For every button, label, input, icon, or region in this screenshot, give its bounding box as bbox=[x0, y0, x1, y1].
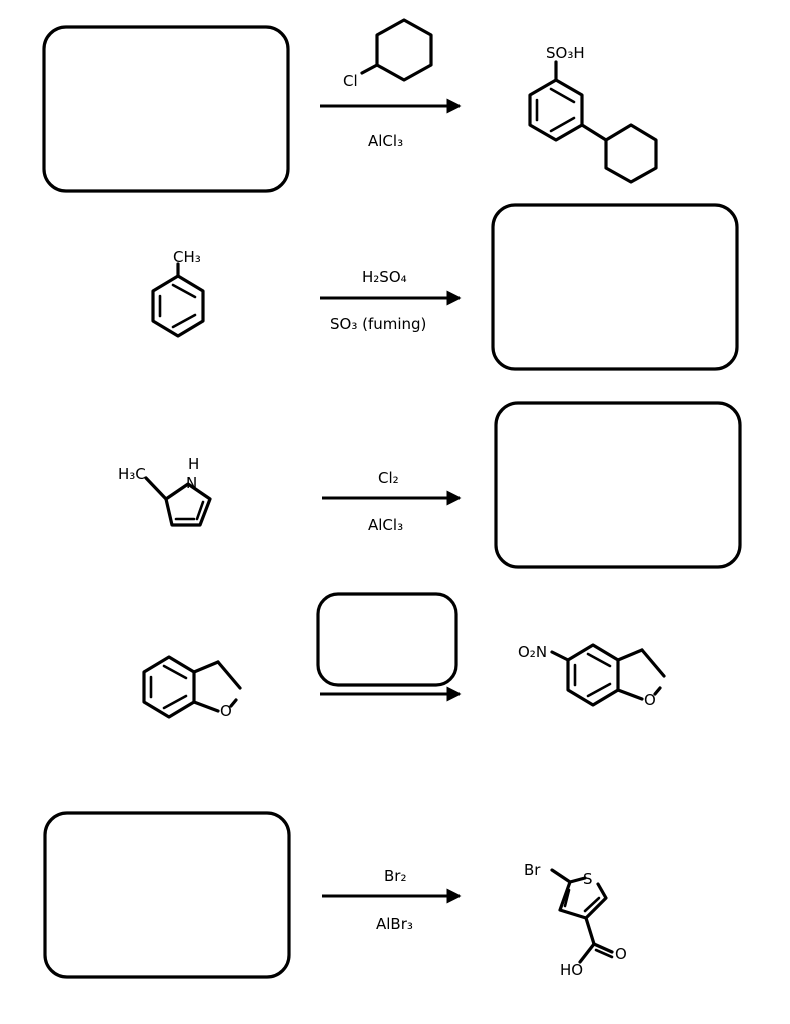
product-label-carbonyl-o: O bbox=[615, 945, 627, 963]
reagent-br2-label: Br₂ bbox=[384, 867, 407, 885]
reaction-4 bbox=[144, 594, 664, 720]
reaction-1 bbox=[44, 20, 656, 191]
answer-box-product-2[interactable] bbox=[493, 205, 737, 369]
reagent-albr3-label: AlBr₃ bbox=[376, 915, 413, 933]
reaction-2 bbox=[153, 205, 737, 369]
product-label-o: O bbox=[644, 691, 656, 709]
product-label-so3h: SO₃H bbox=[546, 44, 585, 62]
answer-box-product-3[interactable] bbox=[496, 403, 740, 567]
product-label-s: S bbox=[583, 870, 593, 888]
starting-label-ch3: CH₃ bbox=[173, 248, 201, 266]
starting-label-h3c: H₃C bbox=[118, 465, 146, 483]
product-structure-1 bbox=[530, 62, 656, 182]
reaction-5 bbox=[45, 813, 627, 979]
product-label-o2n: O₂N bbox=[518, 643, 548, 661]
answer-box-starting-material-5[interactable] bbox=[45, 813, 289, 977]
answer-box-reagents-4[interactable] bbox=[318, 594, 456, 685]
reagent-label-cl: Cl bbox=[343, 72, 358, 90]
reaction-3 bbox=[118, 403, 740, 567]
reagent-so3-fuming-label: SO₃ (fuming) bbox=[330, 315, 427, 333]
bromothiophene-acid-structure bbox=[552, 870, 612, 962]
product-label-ho: HO bbox=[560, 961, 584, 979]
starting-label-nh-h: H bbox=[188, 455, 200, 473]
starting-label-nh-n: N bbox=[186, 474, 198, 492]
reagent-alcl3-label: AlCl₃ bbox=[368, 132, 404, 150]
reagent-alcl3-label: AlCl₃ bbox=[368, 516, 404, 534]
reagent-cl2-label: Cl₂ bbox=[378, 469, 399, 487]
reagent-h2so4-label: H₂SO₄ bbox=[362, 268, 407, 286]
answer-box-starting-material-1[interactable] bbox=[44, 27, 288, 191]
product-label-br: Br bbox=[524, 861, 541, 879]
starting-label-o: O bbox=[220, 702, 232, 720]
toluene-structure bbox=[153, 264, 203, 336]
methylpyrrole-structure bbox=[146, 478, 210, 525]
chlorocyclohexane-structure bbox=[362, 20, 431, 80]
